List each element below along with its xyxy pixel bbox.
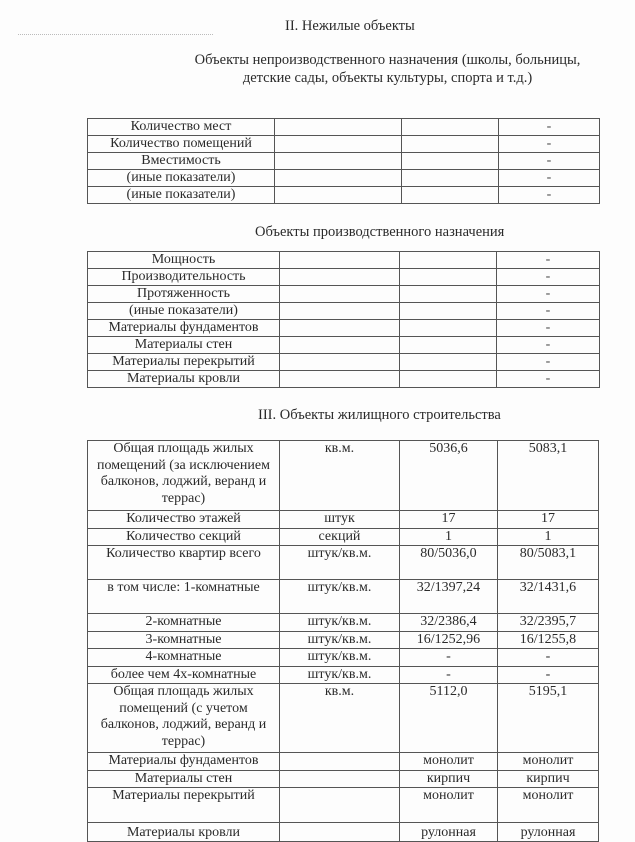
cell-unit: кв.м.: [280, 684, 400, 753]
cell-unit: секций: [280, 528, 400, 546]
table-row: [88, 187, 600, 204]
cell-col3: [400, 252, 497, 269]
cell-plan: 80/5036,0: [400, 546, 498, 580]
table-row: [88, 286, 600, 303]
row-label: Количество помещений: [88, 136, 275, 153]
row-label: Вместимость: [88, 153, 275, 170]
cell-fact: 80/5083,1: [498, 546, 599, 580]
cell-col2: [275, 119, 402, 136]
row-label: Общая площадь жилых помещений (с учетом балконов, лоджий, веранд и террас): [88, 684, 280, 753]
cell-value: -: [497, 371, 600, 388]
row-label: Количество этажей: [88, 511, 280, 529]
table-row: [88, 170, 600, 187]
table-row: [88, 631, 599, 649]
cell-unit: штук/кв.м.: [280, 631, 400, 649]
cell-plan: -: [400, 666, 498, 684]
row-label: (иные показатели): [88, 170, 275, 187]
table-row: [88, 337, 600, 354]
cell-fact: -: [498, 649, 599, 667]
cell-fact: 5083,1: [498, 441, 599, 511]
cell-value: -: [497, 286, 600, 303]
table-row: [88, 269, 600, 286]
cell-col2: [275, 136, 402, 153]
cell-value: -: [499, 170, 600, 187]
cell-col2: [280, 252, 400, 269]
cell-col3: [402, 153, 499, 170]
cell-plan: 5036,6: [400, 441, 498, 511]
table-row: [88, 770, 599, 788]
table-row: [88, 511, 599, 529]
production-table: [87, 251, 600, 388]
cell-col3: [400, 354, 497, 371]
cell-value: -: [497, 269, 600, 286]
cell-unit: штук/кв.м.: [280, 649, 400, 667]
cell-plan: 32/1397,24: [400, 580, 498, 614]
cell-col2: [280, 337, 400, 354]
row-label: Материалы кровли: [88, 823, 280, 842]
section3-title: III. Объекты жилищного строительства: [258, 407, 501, 423]
cell-value: -: [497, 303, 600, 320]
housing-table: [87, 440, 599, 842]
table-row: [88, 528, 599, 546]
row-label: Протяженность: [88, 286, 280, 303]
cell-value: -: [497, 337, 600, 354]
cell-col2: [280, 286, 400, 303]
cell-fact: 1: [498, 528, 599, 546]
table-row: [88, 354, 600, 371]
cell-unit: [280, 823, 400, 842]
table-row: [88, 136, 600, 153]
cell-value: -: [499, 136, 600, 153]
cell-col2: [280, 320, 400, 337]
cell-unit: кв.м.: [280, 441, 400, 511]
cell-plan: 1: [400, 528, 498, 546]
cell-unit: [280, 788, 400, 823]
table-row: [88, 153, 600, 170]
cell-unit: штук/кв.м.: [280, 614, 400, 632]
row-label: Мощность: [88, 252, 280, 269]
cell-col3: [402, 170, 499, 187]
row-label: Материалы стен: [88, 337, 280, 354]
table-row: [88, 119, 600, 136]
cell-col2: [275, 170, 402, 187]
cell-fact: 16/1255,8: [498, 631, 599, 649]
cell-value: -: [497, 354, 600, 371]
cell-col2: [280, 269, 400, 286]
cell-col2: [280, 303, 400, 320]
row-label: более чем 4х-комнатные: [88, 666, 280, 684]
row-label: Материалы стен: [88, 770, 280, 788]
table-row: [88, 546, 599, 580]
cell-col3: [402, 119, 499, 136]
cell-plan: монолит: [400, 788, 498, 823]
cell-plan: 16/1252,96: [400, 631, 498, 649]
cell-unit: штук/кв.м.: [280, 546, 400, 580]
cell-col3: [400, 269, 497, 286]
cell-fact: кирпич: [498, 770, 599, 788]
table-row: [88, 303, 600, 320]
cell-value: -: [497, 252, 600, 269]
row-label: Материалы фундаментов: [88, 320, 280, 337]
cell-col3: [400, 371, 497, 388]
cell-fact: 5195,1: [498, 684, 599, 753]
row-label: в том числе: 1-комнатные: [88, 580, 280, 614]
table-row: [88, 371, 600, 388]
cell-plan: кирпич: [400, 770, 498, 788]
row-label: 3-комнатные: [88, 631, 280, 649]
section2-title: II. Нежилые объекты: [285, 18, 415, 34]
cell-plan: монолит: [400, 753, 498, 771]
cell-fact: 32/1431,6: [498, 580, 599, 614]
section2-subtitle-line2: детские сады, объекты культуры, спорта и т.д.): [242, 70, 533, 86]
production-title: Объекты производственного назначения: [255, 224, 505, 240]
row-label: Материалы перекрытий: [88, 788, 280, 823]
table-row: [88, 441, 599, 511]
row-label: Количество секций: [88, 528, 280, 546]
row-label: Материалы перекрытий: [88, 354, 280, 371]
cell-plan: -: [400, 649, 498, 667]
row-label: Материалы фундаментов: [88, 753, 280, 771]
row-label: Материалы кровли: [88, 371, 280, 388]
row-label: 4-комнатные: [88, 649, 280, 667]
cell-unit: штук/кв.м.: [280, 580, 400, 614]
cell-fact: 32/2395,7: [498, 614, 599, 632]
cell-fact: рулонная: [498, 823, 599, 842]
cell-value: -: [499, 119, 600, 136]
row-label: (иные показатели): [88, 303, 280, 320]
table-row: [88, 649, 599, 667]
cell-unit: штук: [280, 511, 400, 529]
cell-col3: [402, 187, 499, 204]
cell-plan: рулонная: [400, 823, 498, 842]
table-row: [88, 788, 599, 823]
cell-col3: [402, 136, 499, 153]
cell-unit: штук/кв.м.: [280, 666, 400, 684]
cell-col2: [280, 354, 400, 371]
cell-plan: 17: [400, 511, 498, 529]
cell-col2: [280, 371, 400, 388]
row-label: Производительность: [88, 269, 280, 286]
section2-subtitle-line1: Объекты непроизводственного назначения (школы, больницы,: [194, 52, 581, 68]
cell-fact: -: [498, 666, 599, 684]
row-label: Количество мест: [88, 119, 275, 136]
cell-col3: [400, 286, 497, 303]
table-row: [88, 614, 599, 632]
cell-value: -: [497, 320, 600, 337]
cell-plan: 5112,0: [400, 684, 498, 753]
table-row: [88, 666, 599, 684]
cell-col2: [275, 187, 402, 204]
row-label: Общая площадь жилых помещений (за исключением балконов, лоджий, веранд и террас): [88, 441, 280, 511]
cell-col3: [400, 303, 497, 320]
cell-fact: монолит: [498, 753, 599, 771]
row-label: Количество квартир всего: [88, 546, 280, 580]
table-row: [88, 823, 599, 842]
table-row: [88, 252, 600, 269]
table-row: [88, 684, 599, 753]
cell-value: -: [499, 153, 600, 170]
row-label: 2-комнатные: [88, 614, 280, 632]
cell-value: -: [499, 187, 600, 204]
table-row: [88, 753, 599, 771]
cell-col3: [400, 337, 497, 354]
table-row: [88, 320, 600, 337]
row-label: (иные показатели): [88, 187, 275, 204]
cell-fact: 17: [498, 511, 599, 529]
cell-fact: монолит: [498, 788, 599, 823]
nonproduction-table: [87, 118, 600, 204]
cell-plan: 32/2386,4: [400, 614, 498, 632]
cell-col3: [400, 320, 497, 337]
cell-unit: [280, 753, 400, 771]
cell-unit: [280, 770, 400, 788]
table-row: [88, 580, 599, 614]
cell-col2: [275, 153, 402, 170]
scan-artifact: [18, 34, 213, 35]
